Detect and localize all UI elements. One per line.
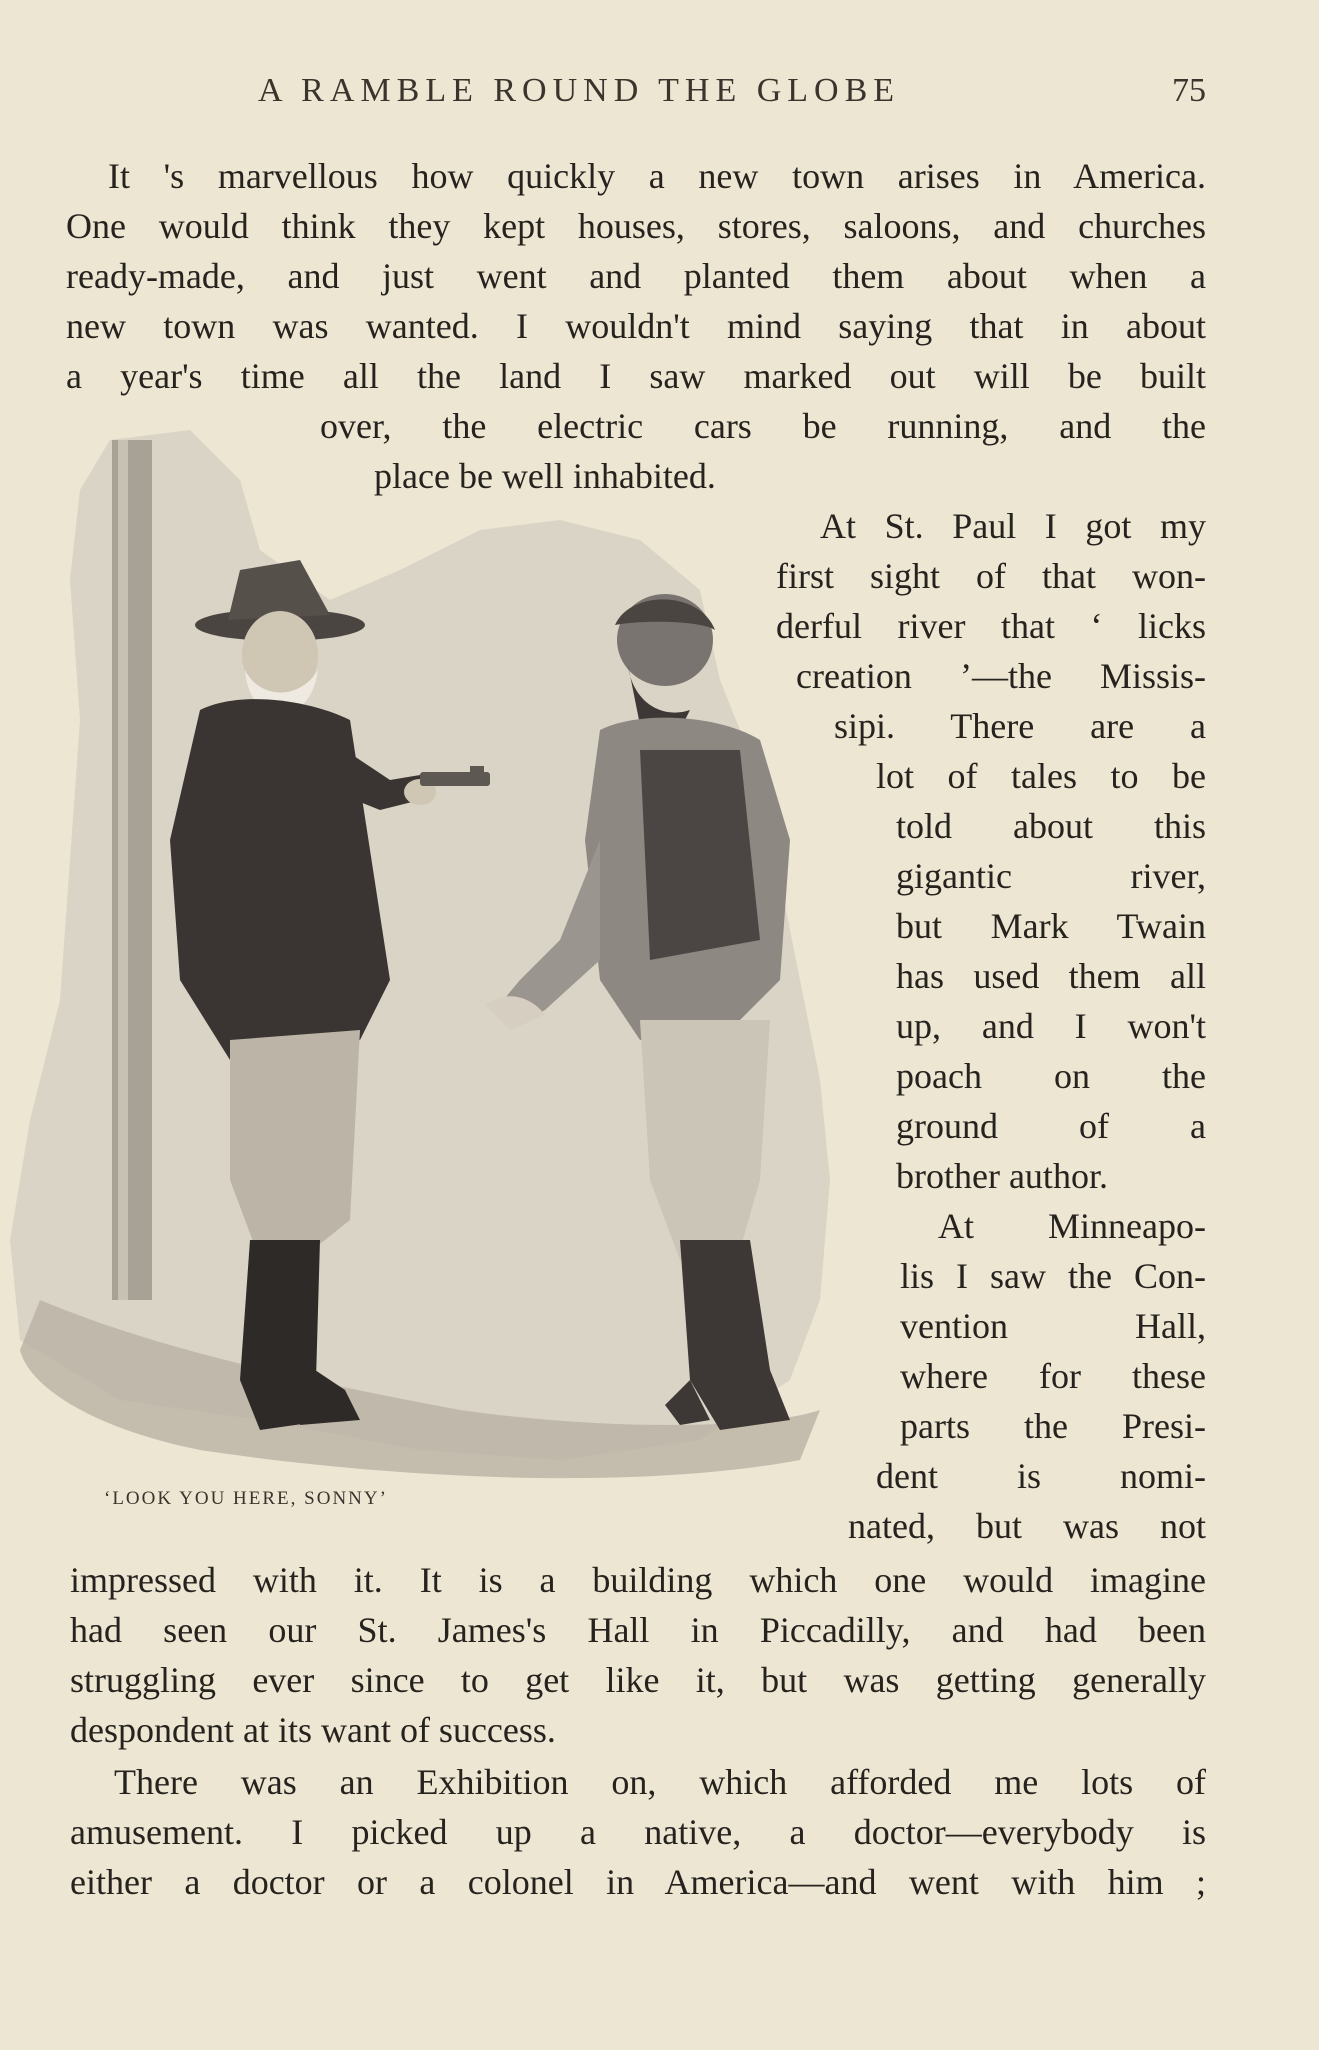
text-line: One would think they kept houses, stores, saloons, and churches [66, 206, 1206, 246]
illustration-look-you-here-sonny [0, 420, 880, 1520]
text-line: lot of tales to be [876, 756, 1206, 796]
text-line: a year's time all the land I saw marked out will be built [66, 356, 1206, 396]
text-line: parts the Presi- [900, 1406, 1206, 1446]
text-line: poach on the [896, 1056, 1206, 1096]
text-line: impressed with it. It is a building which one would imagine [70, 1560, 1206, 1600]
text-line: lis I saw the Con- [900, 1256, 1206, 1296]
page-header [0, 72, 1319, 124]
text-line: place be well inhabited. [374, 456, 716, 496]
running-head: A RAMBLE ROUND THE GLOBE [258, 72, 901, 109]
text-line: had seen our St. James's Hall in Piccadilly, and had been [70, 1610, 1206, 1650]
text-line: creation ’—the Missis- [796, 656, 1206, 696]
text-line: There was an Exhibition on, which afforded me lots of [114, 1762, 1206, 1802]
page-number: 75 [1172, 72, 1206, 109]
text-line: ground of a [896, 1106, 1206, 1146]
text-line: new town was wanted. I wouldn't mind saying that in about [66, 306, 1206, 346]
text-line: struggling ever since to get like it, but was getting generally [70, 1660, 1206, 1700]
text-line: either a doctor or a colonel in America—and went with him ; [70, 1862, 1206, 1902]
text-line: It 's marvellous how quickly a new town arises in America. [108, 156, 1206, 196]
text-line: dent is nomi- [876, 1456, 1206, 1496]
text-line: first sight of that won- [776, 556, 1206, 596]
text-line: ready-made, and just went and planted them about when a [66, 256, 1206, 296]
text-line: nated, but was not [848, 1506, 1206, 1546]
text-line: told about this [896, 806, 1206, 846]
text-line: At Minneapo- [938, 1206, 1206, 1246]
text-line: brother author. [896, 1156, 1108, 1196]
text-line: up, and I won't [896, 1006, 1206, 1046]
text-line: At St. Paul I got my [820, 506, 1206, 546]
text-line: sipi. There are a [834, 706, 1206, 746]
text-line: has used them all [896, 956, 1206, 996]
text-line: gigantic river, [896, 856, 1206, 896]
text-line: vention Hall, [900, 1306, 1206, 1346]
illustration-caption: ‘LOOK YOU HERE, SONNY’ [104, 1488, 388, 1509]
text-line: amusement. I picked up a native, a doctor—everybody is [70, 1812, 1206, 1852]
text-line: where for these [900, 1356, 1206, 1396]
text-line: but Mark Twain [896, 906, 1206, 946]
text-line: derful river that ‘ licks [776, 606, 1206, 646]
text-line: despondent at its want of success. [70, 1710, 556, 1750]
text-line: over, the electric cars be running, and the [320, 406, 1206, 446]
